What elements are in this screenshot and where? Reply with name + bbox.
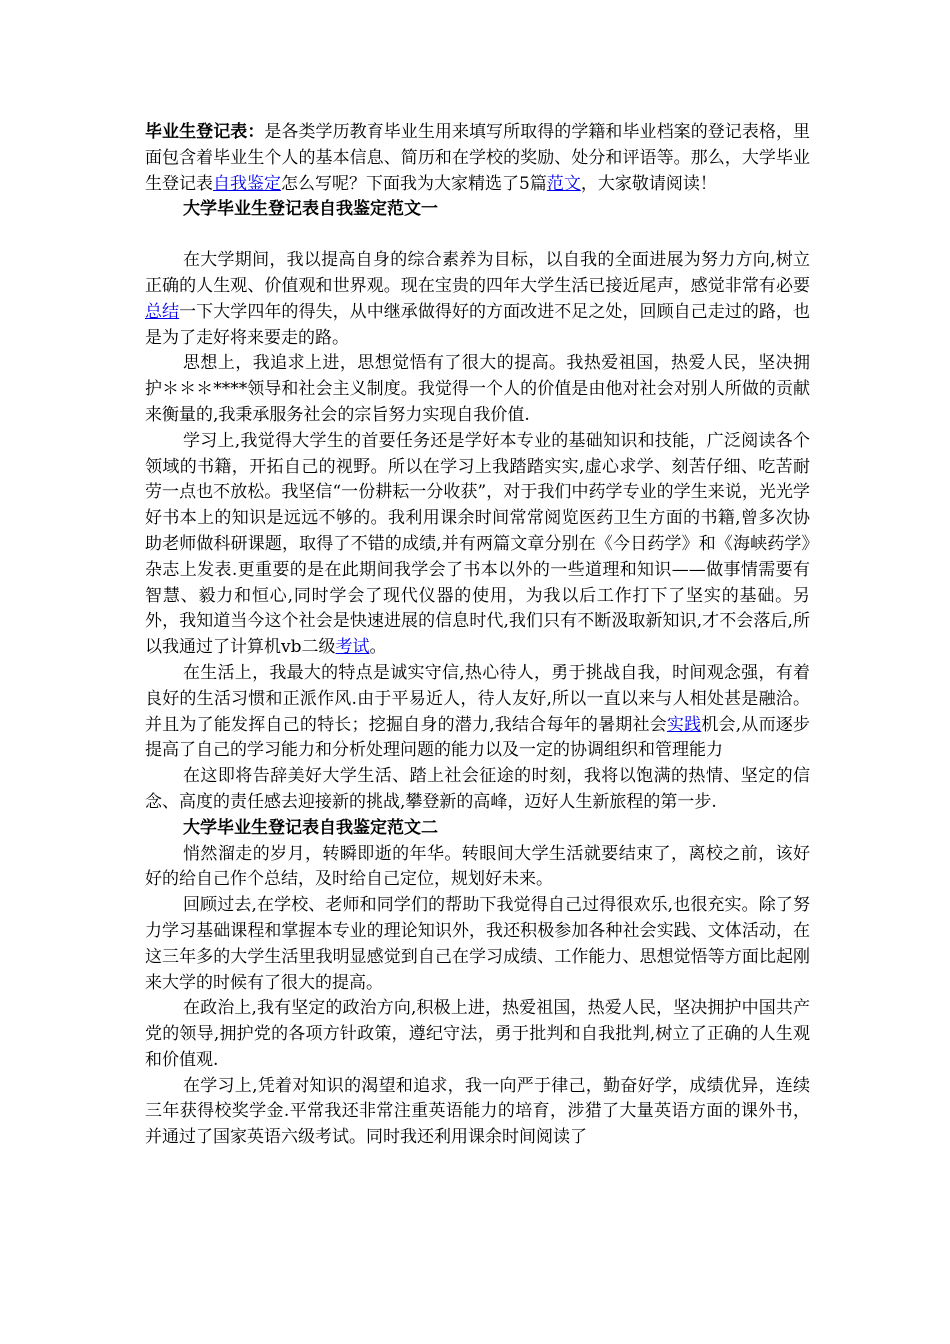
intro-paragraph [145,120,810,197]
s1p1-text-a: 在大学期间，我以提高自身的综合素养为目标，以自我的全面进展为努力方向,树立正确的人生观、价值观和世界观。现在宝贵的四年大学生活已接近尾声，感觉非常有必要 [145,250,810,296]
s1p4-text-a: 在生活上，我最大的特点是诚实守信,热心待人，勇于挑战自我，时间观念强，有着良好的生活习惯和正派作风.由于平易近人，待人友好,所以一直以来与人相处甚是融洽。并且为了能发挥自己的特长；挖掘自身的潜力,我结合每年的暑期社会 [145,662,810,735]
link-exam[interactable]: 考试 [335,637,370,658]
section1-paragraph-1 [145,248,810,351]
intro-text-2: 怎么写呢？下面我为大家精选了5篇 [281,173,547,194]
section2-paragraph-1: 悄然溜走的岁月，转瞬即逝的年华。转眼间大学生活就要结束了，离校之前，该好好的给自己作个总结，及时给自己定位，规划好未来。 [145,843,810,890]
section2-paragraph-4: 在学习上,凭着对知识的渴望和追求，我一向严于律己，勤奋好学，成绩优异，连续三年获得校奖学金.平常我还非常注重英语能力的培育，涉猎了大量英语方面的课外书，并通过了国家英语六级考试。同时我还利用课余时间阅读了 [145,1075,810,1148]
section1-paragraph-2: 思想上，我追求上进，思想觉悟有了很大的提高。我热爱祖国，热爱人民，坚决拥护＊＊＊****领导和社会主义制度。我觉得一个人的价值是由他对社会对别人所做的贡献来衡量的,我秉承服务社会的宗旨努力实现自我价值. [145,353,810,425]
section1-paragraph-3 [145,429,810,661]
link-practice[interactable]: 实践 [666,714,702,735]
link-self-appraisal[interactable]: 自我鉴定 [213,173,281,194]
section2-heading: 大学毕业生登记表自我鉴定范文二 [183,817,438,838]
document-page [145,120,810,1151]
link-summary[interactable]: 总结 [145,301,180,322]
s1p1-text-b: 一下大学四年的得失，从中继承做得好的方面改进不足之处，回顾自己走过的路，也是为了走好将来要走的路。 [145,301,811,348]
intro-text-3: ，大家敬请阅读！ [580,173,717,194]
link-sample-essays[interactable]: 范文 [546,173,581,194]
intro-text-1: 是各类学历教育毕业生用来填写所取得的学籍和毕业档案的登记表格，里面包含着毕业生个人的基本信息、简历和在学校的奖励、处分和评语等。那么，大学毕业生登记表 [145,122,811,194]
section2-paragraph-3: 在政治上,我有坚定的政治方向,积极上进，热爱祖国，热爱人民，坚决拥护中国共产党的领导,拥护党的各项方针政策，遵纪守法，勇于批判和自我批判,树立了正确的人生观和价值观. [145,998,810,1070]
section1-paragraph-4 [145,661,810,764]
section1-paragraph-5: 在这即将告辞美好大学生活、踏上社会征途的时刻，我将以饱满的热情、坚定的信念、高度的责任感去迎接新的挑战,攀登新的高峰，迈好人生新旅程的第一步. [145,766,810,812]
s1p3-text-a: 学习上,我觉得大学生的首要任务还是学好本专业的基础知识和技能，广泛阅读各个领域的书籍，开拓自己的视野。所以在学习上我踏踏实实,虚心求学、刻苦仔细、吃苦耐劳一点也不放松。我坚信“一份耕耘一分收获”，对于我们中药学专业的学生来说，光光学好书本上的知识是远远不够的。我利用课余时间常常阅览医药卫生方面的书籍,曾多次协助老师做科研课题，取得了不错的成绩,并有两篇文章分别在《今日药学》和《海峡药学》杂志上发表.更重要的是在此期间我学会了书本以外的一些道理和知识——做事情需要有智慧、毅力和恒心,同时学会了现代仪器的使用，为我以后工作打下了坚实的基础。另外，我知道当今这个社会是快速进展的信息时代,我们只有不断汲取新知识,才不会落后,所以我通过了计算机vb二级 [145,430,810,658]
intro-lead: 毕业生登记表： [145,122,265,142]
section2-paragraph-2: 回顾过去,在学校、老师和同学们的帮助下我觉得自己过得很欢乐,也很充实。除了努力学习基础课程和掌握本专业的理论知识外，我还积极参加各种社会实践、文体活动，在这三年多的大学生活里我明显感觉到自己在学习成绩、工作能力、思想觉悟等方面比起刚来大学的时候有了很大的提高。 [145,895,810,993]
s1p3-text-b: 。 [369,637,387,658]
s1p4-text-b: 机会,从而逐步提高了自己的学习能力和分析处理问题的能力以及一定的协调组织和管理能力 [145,714,811,761]
section1-heading: 大学毕业生登记表自我鉴定范文一 [183,199,438,220]
